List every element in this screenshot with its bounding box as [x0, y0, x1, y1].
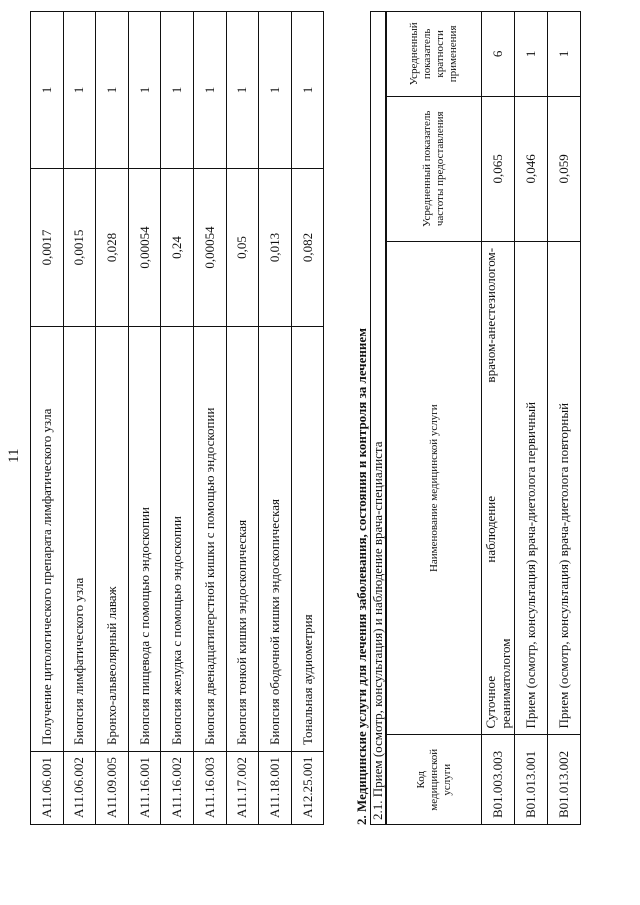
service-name-part: наблюдение [483, 495, 498, 563]
service-code: A11.09.005 [96, 752, 129, 825]
frequency-value: 0,059 [548, 96, 581, 241]
service-code: A12.25.001 [291, 752, 324, 825]
multiplicity-value: 1 [548, 12, 581, 97]
frequency-value: 0,0017 [31, 169, 64, 327]
multiplicity-value: 6 [482, 12, 515, 97]
table-row [548, 12, 581, 825]
service-name: Получение цитологического препарата лимфатического узла [31, 327, 64, 752]
service-code: B01.003.003 [482, 735, 515, 825]
service-name: Биопсия пищевода с помощью эндоскопии [128, 327, 161, 752]
frequency-value: 0,082 [291, 169, 324, 327]
page-number: 11 [6, 448, 22, 463]
table-header-row [387, 12, 482, 825]
multiplicity-value: 1 [193, 12, 226, 169]
multiplicity-value: 1 [63, 12, 96, 169]
multiplicity-value: 1 [291, 12, 324, 169]
service-name: Биопсия лимфатического узла [63, 327, 96, 752]
multiplicity-value: 1 [96, 12, 129, 169]
multiplicity-value: 1 [259, 12, 292, 169]
frequency-value: 0,05 [226, 169, 259, 327]
multiplicity-value: 1 [226, 12, 259, 169]
table-row [226, 12, 259, 825]
table-row [128, 12, 161, 825]
service-name: Прием (осмотр, консультация) врача-диетолога повторный [548, 241, 581, 735]
header-multiplicity: Усредненный показатель кратности применения [387, 12, 482, 97]
table-row [482, 12, 515, 825]
service-name-part: Суточное [483, 676, 498, 729]
table-row [259, 12, 292, 825]
service-name-part: реаниматологом [498, 638, 513, 729]
service-name: Биопсия ободочной кишки эндоскопическая [259, 327, 292, 752]
header-name: Наименование медицинской услуги [387, 241, 482, 735]
frequency-value: 0,00054 [193, 169, 226, 327]
service-name: Прием (осмотр, консультация) врача-диетолога первичный [515, 241, 548, 735]
services-table-1 [30, 11, 324, 825]
frequency-value: 0,00054 [128, 169, 161, 327]
table-row [515, 12, 548, 825]
service-code: A11.17.002 [226, 752, 259, 825]
multiplicity-value: 1 [31, 12, 64, 169]
service-code: B01.013.002 [548, 735, 581, 825]
service-code: A11.06.001 [31, 752, 64, 825]
service-name [482, 241, 515, 735]
frequency-value: 0,0015 [63, 169, 96, 327]
service-name-part: врачом-анестезиологом- [483, 247, 498, 383]
section-title: 2. Медицинские услуги для лечения заболевания, состояния и контроля за лечением [354, 327, 369, 825]
service-name: Тональная аудиометрия [291, 327, 324, 752]
table-row [96, 12, 129, 825]
service-code: B01.013.001 [515, 735, 548, 825]
frequency-value: 0,046 [515, 96, 548, 241]
table-row [63, 12, 96, 825]
multiplicity-value: 1 [515, 12, 548, 97]
multiplicity-value: 1 [161, 12, 194, 169]
service-code: A11.16.002 [161, 752, 194, 825]
table-row [161, 12, 194, 825]
services-table-2 [386, 11, 581, 825]
frequency-value: 0,028 [96, 169, 129, 327]
service-name: Биопсия желудка с помощью эндоскопии [161, 327, 194, 752]
multiplicity-value: 1 [128, 12, 161, 169]
frequency-value: 0,013 [259, 169, 292, 327]
header-frequency: Усредненный показатель частоты предоставления [387, 96, 482, 241]
service-name: Биопсия тонкой кишки эндоскопическая [226, 327, 259, 752]
service-code: A11.18.001 [259, 752, 292, 825]
service-code: A11.16.003 [193, 752, 226, 825]
frequency-value: 0,24 [161, 169, 194, 327]
subsection-title: 2.1. Прием (осмотр, консультация) и наблюдение врача-специалиста [370, 11, 386, 825]
table-row [193, 12, 226, 825]
header-code: Код медицинской услуги [387, 735, 482, 825]
frequency-value: 0,065 [482, 96, 515, 241]
service-name: Биопсия двенадцатиперстной кишки с помощью эндоскопии [193, 327, 226, 752]
service-name: Бронхо-альвеолярный лаваж [96, 327, 129, 752]
service-code: A11.06.002 [63, 752, 96, 825]
service-code: A11.16.001 [128, 752, 161, 825]
table-row [291, 12, 324, 825]
table-row [31, 12, 64, 825]
